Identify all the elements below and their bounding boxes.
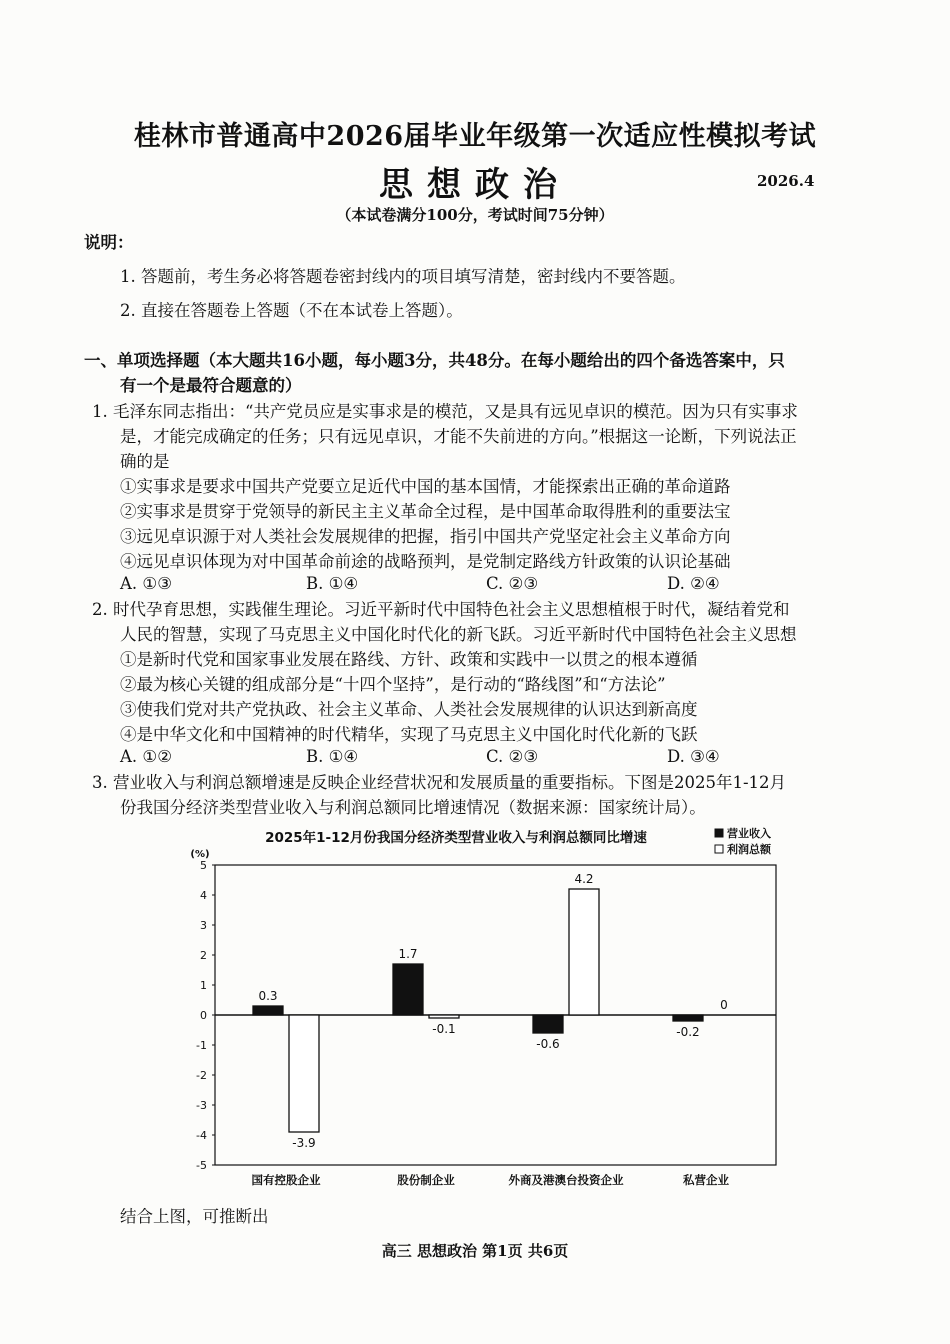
q1-option-d[interactable]: D. ②④: [667, 574, 720, 593]
instructions-label: 说明：: [84, 233, 134, 252]
revenue-data-label: -0.2: [676, 1025, 700, 1039]
q2-option-d[interactable]: D. ③④: [667, 747, 720, 766]
y-tick-label: 1: [200, 979, 207, 992]
profit-data-label: -0.1: [432, 1022, 456, 1036]
revenue-data-label: 0.3: [258, 989, 278, 1003]
q3-followup: 结合上图，可推断出: [120, 1207, 269, 1226]
page-footer: 高三 思想政治 第1页 共6页: [381, 1242, 569, 1260]
category-label: 股份制企业: [397, 1173, 455, 1187]
q2-item: ②最为核心关键的组成部分是“十四个坚持”，是行动的“路线图”和“方法论”: [120, 675, 666, 694]
q2-option-c[interactable]: C. ②③: [486, 747, 539, 766]
y-tick-label: -5: [196, 1159, 207, 1172]
revenue-data-label: -0.6: [536, 1037, 560, 1051]
q2-stem: 人民的智慧，实现了马克思主义中国化时代化的新飞跃。习近平新时代中国特色社会主义思想: [120, 625, 797, 644]
q1-stem: 是，才能完成确定的任务；只有远见卓识，才能不失前进的方向。”根据这一论断，下列说法正: [120, 427, 797, 446]
exam-title: 桂林市普通高中2026届毕业年级第一次适应性模拟考试: [133, 121, 817, 152]
y-tick-label: -3: [196, 1099, 207, 1112]
y-tick-label: -4: [196, 1129, 207, 1142]
chart-title: 2025年1-12月份我国分经济类型营业收入与利润总额同比增速: [265, 830, 647, 846]
q3-stem: 3. 营业收入与利润总额增速是反映企业经营状况和发展质量的重要指标。下图是2025年1-12月: [92, 773, 787, 792]
q1-item: ③远见卓识源于对人类社会发展规律的把握，指引中国共产党坚定社会主义革命方向: [120, 527, 731, 546]
exam-date: 2026.4: [757, 172, 815, 190]
revenue-data-label: 1.7: [398, 947, 418, 961]
y-tick-label: -1: [196, 1039, 207, 1052]
instruction-item: 2. 直接在答题卷上答题（不在本试卷上答题）。: [120, 301, 463, 320]
q1-item: ②实事求是贯穿于党领导的新民主主义革命全过程，是中国革命取得胜利的重要法宝: [120, 502, 731, 521]
q2-stem: 2. 时代孕育思想，实践催生理论。习近平新时代中国特色社会主义思想植根于时代，凝结着党和: [92, 600, 790, 619]
y-tick-label: 2: [200, 949, 207, 962]
revenue-bar: [673, 1015, 703, 1021]
category-label: 国有控股企业: [251, 1173, 321, 1187]
legend-label: 利润总额: [727, 843, 771, 856]
profit-data-label: -3.9: [292, 1136, 316, 1150]
section-heading-cont: 有一个是最符合题意的）: [120, 376, 302, 395]
category-label: 外商及港澳台投资企业: [508, 1173, 624, 1187]
y-tick-label: -2: [196, 1069, 207, 1082]
legend-swatch-profit: [715, 845, 723, 853]
y-tick-label: 0: [200, 1009, 207, 1022]
q2-item: ③使我们党对共产党执政、社会主义革命、人类社会发展规律的认识达到新高度: [120, 700, 698, 719]
q2-option-b[interactable]: B. ①④: [306, 747, 359, 766]
category-label: 私营企业: [683, 1173, 729, 1187]
y-tick-label: 3: [200, 919, 207, 932]
profit-bar: [429, 1015, 459, 1018]
q1-stem: 确的是: [120, 452, 170, 471]
y-tick-label: 4: [200, 889, 207, 902]
exam-note: （本试卷满分100分，考试时间75分钟）: [336, 206, 614, 224]
revenue-bar: [253, 1006, 283, 1015]
q1-stem: 1. 毛泽东同志指出：“共产党员应是实事求是的模范，又是具有远见卓识的模范。因为只有实事求: [92, 402, 798, 421]
q2-item: ①是新时代党和国家事业发展在路线、方针、政策和实践中一以贯之的根本遵循: [120, 650, 698, 669]
profit-data-label: 0: [720, 998, 728, 1012]
q1-option-a[interactable]: A. ①③: [120, 574, 172, 593]
profit-data-label: 4.2: [574, 872, 594, 886]
q1-item: ①实事求是要求中国共产党要立足近代中国的基本国情，才能探索出正确的革命道路: [120, 477, 731, 496]
legend-swatch-revenue: [715, 829, 723, 837]
y-tick-label: 5: [200, 859, 207, 872]
q3-stem: 份我国分经济类型营业收入与利润总额同比增速情况（数据来源：国家统计局）。: [120, 798, 706, 817]
q1-item: ④远见卓识体现为对中国革命前途的战略预判，是党制定路线方针政策的认识论基础: [120, 552, 731, 571]
section-heading: 一、单项选择题（本大题共16小题，每小题3分，共48分。在每小题给出的四个备选答案中，只: [84, 351, 785, 370]
profit-bar: [289, 1015, 319, 1132]
revenue-bar: [533, 1015, 563, 1033]
revenue-bar: [393, 964, 423, 1015]
subject-title: 思想政治: [379, 165, 571, 205]
profit-bar: [569, 889, 599, 1015]
legend-label: 营业收入: [727, 827, 771, 840]
q1-option-c[interactable]: C. ②③: [486, 574, 539, 593]
instruction-item: 1. 答题前，考生务必将答题卷密封线内的项目填写清楚，密封线内不要答题。: [120, 267, 686, 286]
q1-option-b[interactable]: B. ①④: [306, 574, 359, 593]
q2-item: ④是中华文化和中国精神的时代精华，实现了马克思主义中国化时代化新的飞跃: [120, 725, 698, 744]
chart-y-unit: (%): [190, 849, 210, 860]
q2-option-a[interactable]: A. ①②: [120, 747, 172, 766]
